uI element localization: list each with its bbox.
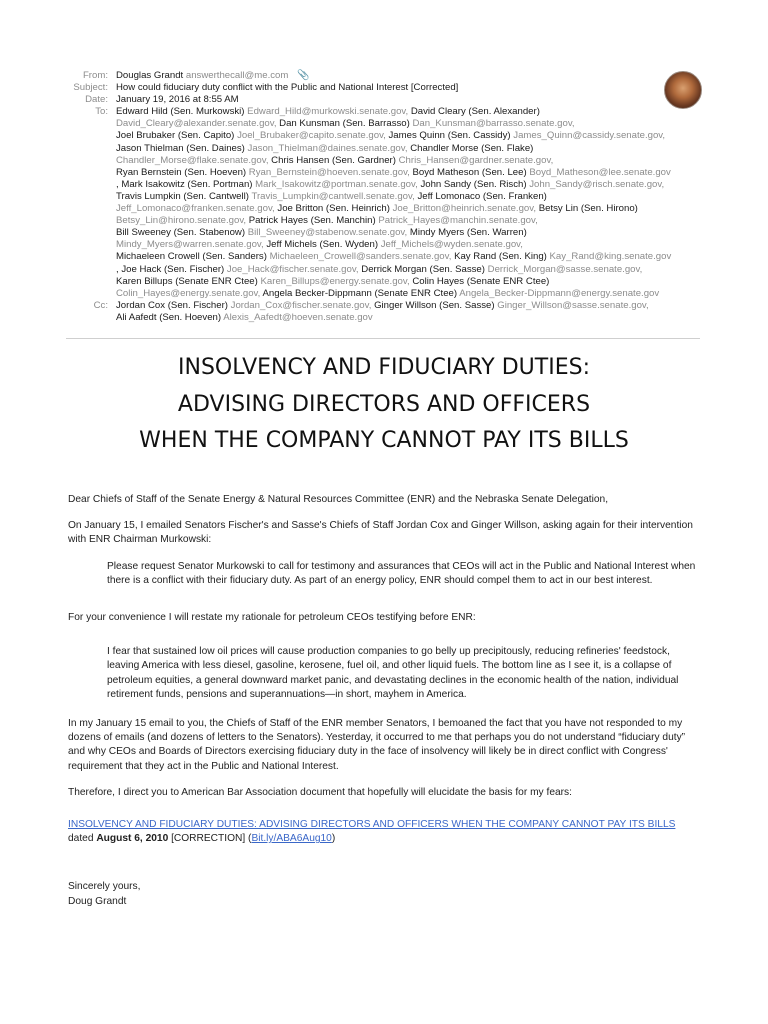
recipient-email[interactable]: Jason_Thielman@daines.senate.gov, [247, 142, 408, 154]
recipient-line [116, 300, 712, 312]
recipient-line [116, 312, 712, 324]
recipient-line [116, 191, 712, 203]
recipient-name[interactable]: Chris Hansen (Sen. Gardner) [271, 154, 396, 166]
recipient-line [116, 203, 712, 215]
recipient-email[interactable]: Chris_Hansen@gardner.senate.gov, [398, 154, 554, 166]
recipient-name[interactable]: Ali Aafedt (Sen. Hoeven) [116, 311, 222, 323]
recipient-name[interactable]: Joel Brubaker (Sen. Capito) [116, 130, 235, 142]
recipient-email[interactable]: David_Cleary@alexander.senate.gov, [116, 118, 277, 130]
aba-document-link[interactable]: INSOLVENCY AND FIDUCIARY DUTIES: ADVISING DIRECTORS AND OFFICERS WHEN THE COMPANY CANNOT PAY ITS BILLS [68, 819, 676, 831]
cc-label: Cc: [93, 299, 108, 311]
recipient-email[interactable]: James_Quinn@cassidy.senate.gov, [513, 130, 666, 142]
recipient-name[interactable]: John Sandy (Sen. Risch) [420, 178, 527, 190]
title-line-3: WHEN THE COMPANY CANNOT PAY ITS BILLS [139, 428, 629, 453]
to-row [0, 106, 768, 300]
recipient-email[interactable]: Angela_Becker-Dippmann@energy.senate.gov [459, 287, 660, 299]
close-paren: ) [331, 833, 336, 845]
recipient-name[interactable]: Michaeleen Crowell (Sen. Sanders) [116, 251, 267, 263]
recipient-email[interactable]: Patrick_Hayes@manchin.senate.gov, [378, 215, 538, 227]
recipient-line [116, 130, 712, 142]
recipient-email[interactable]: John_Sandy@risch.senate.gov, [529, 178, 665, 190]
recipient-email[interactable]: Betsy_Lin@hirono.senate.gov, [116, 215, 247, 227]
quote-1: Please request Senator Murkowski to call for testimony and assurances that CEOs will act in the Public and National Interest when there is a conflict with their fiduciary duty. As part of an energy policy, ENR should compel them to act in our best interest. [107, 560, 696, 586]
correction-text: [CORRECTION] ( [168, 833, 252, 845]
recipient-line [116, 288, 712, 300]
recipient-email[interactable]: Bill_Sweeney@stabenow.senate.gov, [247, 227, 408, 239]
recipient-line [116, 179, 712, 191]
recipient-email[interactable]: Mindy_Myers@warren.senate.gov, [116, 239, 264, 251]
recipient-email[interactable]: Edward_Hild@murkowski.senate.gov, [247, 106, 409, 118]
attachment-icon[interactable]: 📎 [297, 70, 310, 81]
recipient-email[interactable]: Joe_Britton@heinrich.senate.gov, [392, 203, 537, 215]
recipient-name[interactable]: Kay Rand (Sen. King) [454, 251, 547, 263]
to-label: To: [95, 106, 108, 118]
title-line-2: ADVISING DIRECTORS AND OFFICERS [177, 391, 591, 417]
recipient-line [116, 264, 712, 276]
recipient-email[interactable]: Derrick_Morgan@sasse.senate.gov, [487, 263, 643, 275]
recipient-line [116, 227, 712, 239]
paragraph-1: On January 15, I emailed Senators Fischer's and Sasse's Chiefs of Staff Jordan Cox and Ginger Willson, asking again for their intervention with ENR Chairman Murkowski: [68, 520, 693, 546]
recipient-email[interactable]: Mark_Isakowitz@portman.senate.gov, [255, 178, 418, 190]
paragraph-3: In my January 15 email to you, the Chiefs of Staff of the ENR member Senators, I bemoaned the fact that you have not responded to my dozens of emails (and dozens of letters to the Senators). Yesterday, it occurred to me that perhaps you do not understand “fiduciary duty” and why CEOs and Boards of Directors exercising fiduciary duty in the face of insolvency will likely be in direct conflict with Congress' requirement that they act in the Public and National Interest. [68, 718, 686, 772]
date-label: Date: [85, 94, 108, 106]
sender-name[interactable]: Douglas Grandt [116, 70, 184, 81]
subject-label: Subject: [73, 82, 108, 94]
recipient-name[interactable]: , Joe Hack (Sen. Fischer) [116, 263, 225, 275]
from-label: From: [82, 70, 108, 81]
cc-row [0, 300, 768, 324]
header-divider [66, 338, 700, 339]
recipient-email[interactable]: Jeff_Lomonaco@franken.senate.gov, [116, 203, 275, 215]
recipient-email[interactable]: Ginger_Willson@sasse.senate.gov, [497, 299, 649, 311]
to-recipients [116, 106, 712, 300]
recipient-name[interactable]: David Cleary (Sen. Alexander) [410, 106, 540, 118]
recipient-email[interactable]: Jeff_Michels@wyden.senate.gov, [380, 239, 523, 251]
dated-text: dated [68, 833, 97, 845]
recipient-email[interactable]: Dan_Kunsman@barrasso.senate.gov, [412, 118, 575, 130]
email-header [0, 70, 768, 324]
short-link[interactable]: Bit.ly/ABA6Aug10 [251, 833, 332, 845]
recipient-name[interactable]: Ryan Bernstein (Sen. Hoeven) [116, 166, 247, 178]
recipient-line [116, 118, 712, 130]
sender-avatar [664, 71, 702, 109]
recipient-name[interactable]: Edward Hild (Sen. Murkowski) [116, 106, 245, 118]
recipient-name[interactable]: Patrick Hayes (Sen. Manchin) [248, 215, 376, 227]
recipient-name[interactable]: Betsy Lin (Sen. Hirono) [538, 203, 638, 215]
recipient-name[interactable]: Bill Sweeney (Sen. Stabenow) [116, 227, 246, 239]
recipient-email[interactable]: Colin_Hayes@energy.senate.gov, [116, 287, 261, 299]
recipient-name[interactable]: Mindy Myers (Sen. Warren) [409, 227, 527, 239]
greeting: Dear Chiefs of Staff of the Senate Energy & Natural Resources Committee (ENR) and the Nebraska Senate Delegation, [68, 494, 609, 505]
paragraph-4: Therefore, I direct you to American Bar Association document that hopefully will elucidate the basis for my fears: [68, 786, 572, 798]
recipient-name[interactable]: James Quinn (Sen. Cassidy) [388, 130, 511, 142]
recipient-name[interactable]: Derrick Morgan (Sen. Sasse) [361, 263, 485, 275]
recipient-email[interactable]: Karen_Billups@energy.senate.gov, [260, 275, 410, 287]
recipient-email[interactable]: Alexis_Aafedt@hoeven.senate.gov [223, 311, 373, 323]
cc-recipients [116, 300, 712, 324]
date-text: January 19, 2016 at 8:55 AM [116, 94, 239, 106]
reference-paragraph [68, 818, 702, 846]
recipient-line [116, 155, 712, 167]
recipient-email[interactable]: Boyd_Matheson@lee.senate.gov [529, 166, 671, 178]
recipient-email[interactable]: Joel_Brubaker@capito.senate.gov, [237, 130, 386, 142]
recipient-name[interactable]: Karen Billups (Senate ENR Ctee) [116, 275, 258, 287]
recipient-name[interactable]: , Mark Isakowitz (Sen. Portman) [116, 178, 253, 190]
recipient-name[interactable]: Angela Becker-Dippmann (Senate ENR Ctee) [262, 287, 458, 299]
paragraph-2: For your convenience I will restate my rationale for petroleum CEOs testifying before ENR: [68, 612, 476, 624]
subject-text: How could fiduciary duty conflict with the Public and National Interest [Corrected] [116, 82, 459, 94]
title-line-1: INSOLVENCY AND FIDUCIARY DUTIES: [178, 355, 590, 380]
recipient-email[interactable]: Travis_Lumpkin@cantwell.senate.gov, [251, 190, 415, 202]
recipient-name[interactable]: Boyd Matheson (Sen. Lee) [412, 166, 527, 178]
reference-date: August 6, 2010 [96, 833, 169, 845]
recipient-line [116, 215, 712, 227]
recipient-name[interactable]: Jeff Lomonaco (Sen. Franken) [417, 190, 547, 202]
recipient-email[interactable]: Joe_Hack@fischer.senate.gov, [226, 263, 359, 275]
recipient-line [116, 143, 712, 155]
recipient-line [116, 276, 712, 288]
signature: Doug Grandt [68, 895, 127, 907]
recipient-name[interactable]: Chandler Morse (Sen. Flake) [410, 142, 534, 154]
document-title [0, 350, 768, 460]
recipient-email[interactable]: Chandler_Morse@flake.senate.gov, [116, 154, 269, 166]
recipient-name[interactable]: Travis Lumpkin (Sen. Cantwell) [116, 190, 249, 202]
recipient-line [116, 167, 712, 179]
recipient-email[interactable]: Kay_Rand@king.senate.gov [549, 251, 672, 263]
recipient-name[interactable]: Jason Thielman (Sen. Daines) [116, 142, 245, 154]
recipient-line [116, 251, 712, 263]
from-row [0, 70, 768, 82]
recipient-line [116, 239, 712, 251]
recipient-email[interactable]: Ryan_Bernstein@hoeven.senate.gov, [248, 166, 410, 178]
email-body [68, 493, 702, 909]
sender-email[interactable]: answerthecall@me.com [185, 70, 289, 81]
closing: Sincerely yours, [68, 881, 141, 893]
recipient-name[interactable]: Joe Britton (Sen. Heinrich) [277, 203, 390, 215]
recipient-name[interactable]: Dan Kunsman (Sen. Barrasso) [279, 118, 410, 130]
quote-2: I fear that sustained low oil prices will cause production companies to go belly up precipitously, reducing refineries' feedstock, leaving America with less diesel, gasoline, kerosene, fuel oil, and other liquid fuels. The bottom line as I see it, is a collapse of petroleum equities, a general downward market panic, and devastating declines in the economic health of the nation, individual retirement funds, pensions and superannuations—in short, mayhem in America. [107, 646, 679, 700]
recipient-email[interactable]: Jordan_Cox@fischer.senate.gov, [230, 299, 372, 311]
recipient-name[interactable]: Jeff Michels (Sen. Wyden) [266, 239, 379, 251]
recipient-email[interactable]: Michaeleen_Crowell@sanders.senate.gov, [269, 251, 452, 263]
recipient-name[interactable]: Jordan Cox (Sen. Fischer) [116, 299, 228, 311]
recipient-line [116, 106, 712, 118]
date-row [0, 94, 768, 106]
recipient-name[interactable]: Ginger Willson (Sen. Sasse) [374, 299, 495, 311]
subject-row [0, 82, 768, 94]
recipient-name[interactable]: Colin Hayes (Senate ENR Ctee) [412, 275, 550, 287]
